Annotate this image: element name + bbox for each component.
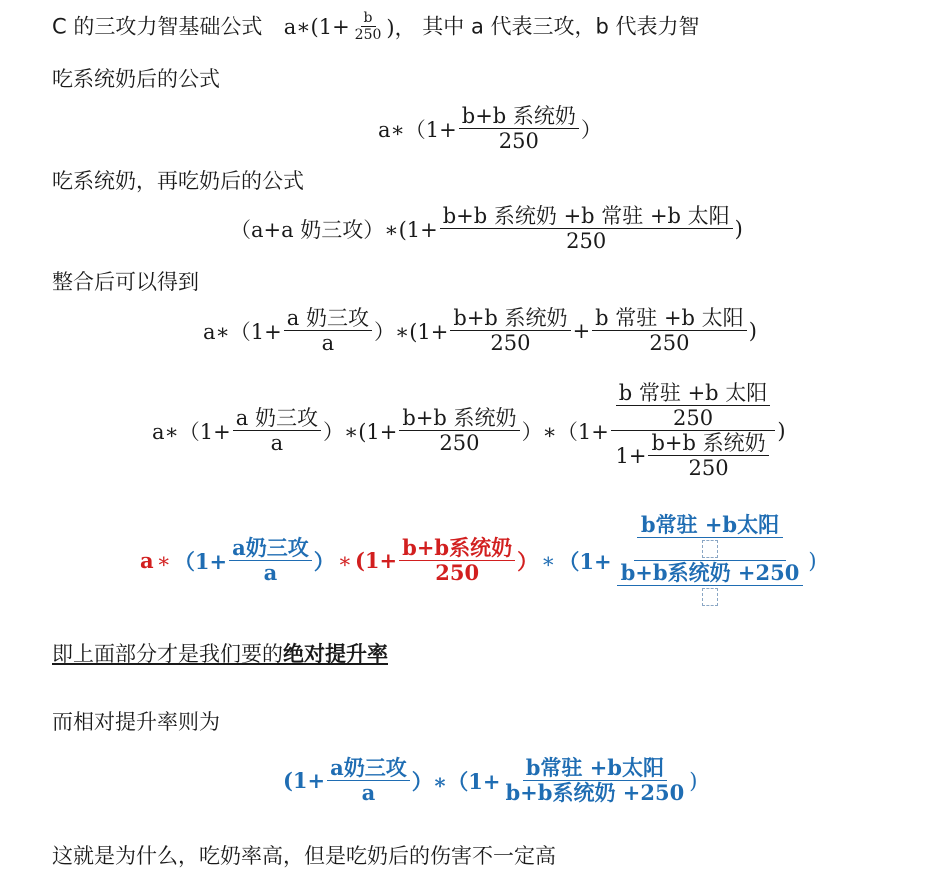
eq5-a: a [140,548,154,574]
eq5-fraction-2 [399,536,515,585]
eq5-f3-den-wrap [614,561,807,608]
note1-emphasis: 绝对提升率 [283,642,388,666]
eq4-f1-den: a [270,431,284,456]
eq3-f3-den: 250 [649,331,690,356]
base-formula-prefix: a∗(1+ [283,14,350,39]
eq6-f2-den: b+b系统奶 +250 [505,780,685,806]
eq5-fraction-3 [614,513,807,608]
eq6-fraction-1 [327,756,410,805]
equation-highlighted [140,513,817,608]
eq4-bot-num: b+b 系统奶 [648,431,768,456]
equation-relative [283,756,697,805]
eq3-p2: ）∗(1+ [373,319,449,344]
eq2-fraction [440,204,733,253]
section-heading-system-plus-buff: 吃系统奶，再吃奶后的公式 [52,169,304,193]
eq5-f3-num: b常驻 +b太阳 [637,513,783,538]
eq2-den: 250 [566,229,607,254]
eq1-num: b+b 系统奶 [459,104,579,129]
eq4-p2: ）∗(1+ [322,419,398,444]
eq3-f2-den: 250 [490,331,531,356]
eq2-prefix: （a+a 奶三攻）∗(1+ [230,217,438,242]
eq5-p5: （1+ [558,548,612,574]
eq3-f1-num: a 奶三攻 [284,306,372,331]
eq6-p3: ) [689,768,698,793]
placeholder-box-icon [702,588,718,606]
eq3-p3: ) [748,318,757,343]
eq1-den: 250 [498,129,539,154]
equation-system-plus-buff [230,204,743,253]
eq3-fraction-1 [284,306,372,355]
eq5-p1: （1+ [173,548,228,574]
eq6-f2-num: b常驻 +b太阳 [523,756,667,781]
note1-prefix: 即上面部分才是我们要的 [52,642,283,666]
eq4-p4: ) [777,418,786,443]
eq1-prefix: a∗（1+ [378,117,457,142]
intro-before: C 的三攻力智基础公式 [52,14,263,39]
eq3-fraction-3 [592,306,747,355]
equation-factored [152,381,786,481]
eq3-fraction-2 [450,306,570,355]
eq4-compound-fraction [611,381,776,481]
eq4-top-num: b 常驻 +b 太阳 [616,381,771,406]
section-heading-relative: 而相对提升率则为 [52,710,220,734]
eq5-p3: (1+ [355,548,398,574]
eq4-fraction-2 [399,406,519,455]
eq4-f2-den: 250 [439,431,480,456]
eq4-p1: a∗（1+ [152,419,231,444]
intro-line [52,10,700,43]
eq4-p3: ）∗（1+ [521,419,609,444]
eq5-f1-den: a [263,560,278,586]
absolute-rate-note [52,638,388,668]
eq1-fraction [459,104,579,153]
eq1-suffix: ） [580,117,602,142]
eq4-compound-den [612,431,773,480]
eq6-fraction-2 [502,756,687,805]
eq5-fraction-1 [229,536,312,585]
eq5-f2-den: 250 [435,560,480,586]
eq6-p1: (1+ [283,768,326,794]
eq3-plus: + [572,318,591,343]
base-fraction [352,10,385,43]
eq4-f1-num: a 奶三攻 [233,406,321,431]
eq4-bottom-fraction [648,431,768,480]
eq5-f2-num: b+b系统奶 [399,536,515,561]
eq5-p6: ) [808,548,817,573]
eq4-bot-lead: 1+ [615,443,647,468]
eq5-p2: ） [313,548,335,574]
eq4-bot-den: 250 [688,456,729,481]
base-formula [284,10,416,43]
eq4-f2-num: b+b 系统奶 [399,406,519,431]
eq3-p1: a∗（1+ [203,319,282,344]
eq6-p2: ）∗（1+ [411,768,501,794]
eq4-fraction-1 [233,406,321,455]
eq5-star-2: ∗ [337,548,352,573]
eq5-star-1: ∗ [156,548,171,573]
eq3-f3-num: b 常驻 +b 太阳 [592,306,747,331]
eq6-f1-num: a奶三攻 [327,756,410,781]
eq5-f1-num: a奶三攻 [229,536,312,561]
eq3-f1-den: a [321,331,335,356]
placeholder-box-icon [702,540,718,558]
section-heading-system-buff: 吃系统奶后的公式 [52,67,220,91]
eq2-suffix: ) [734,216,743,241]
equation-system-buff [378,104,602,153]
base-fraction-num: b [361,10,376,27]
eq4-top-fraction [616,381,771,430]
eq5-star-3: ∗ [541,548,556,573]
base-formula-close: )， [386,15,416,40]
equation-combined [203,306,757,355]
eq2-num: b+b 系统奶 +b 常驻 +b 太阳 [440,204,733,229]
eq4-top-den: 250 [673,406,714,431]
conclusion-text: 这就是为什么，吃奶率高，但是吃奶后的伤害不一定高 [52,844,556,868]
eq3-f2-num: b+b 系统奶 [450,306,570,331]
eq5-p4: ） [517,548,539,574]
eq4-compound-num [611,381,776,431]
eq6-f1-den: a [361,780,376,806]
base-fraction-den: 250 [354,27,382,44]
eq5-f3-num-wrap [634,513,786,561]
eq5-f3-den: b+b系统奶 +250 [617,561,804,586]
section-heading-combined: 整合后可以得到 [52,270,199,294]
intro-after: 其中 a 代表三攻，b 代表力智 [422,14,700,39]
